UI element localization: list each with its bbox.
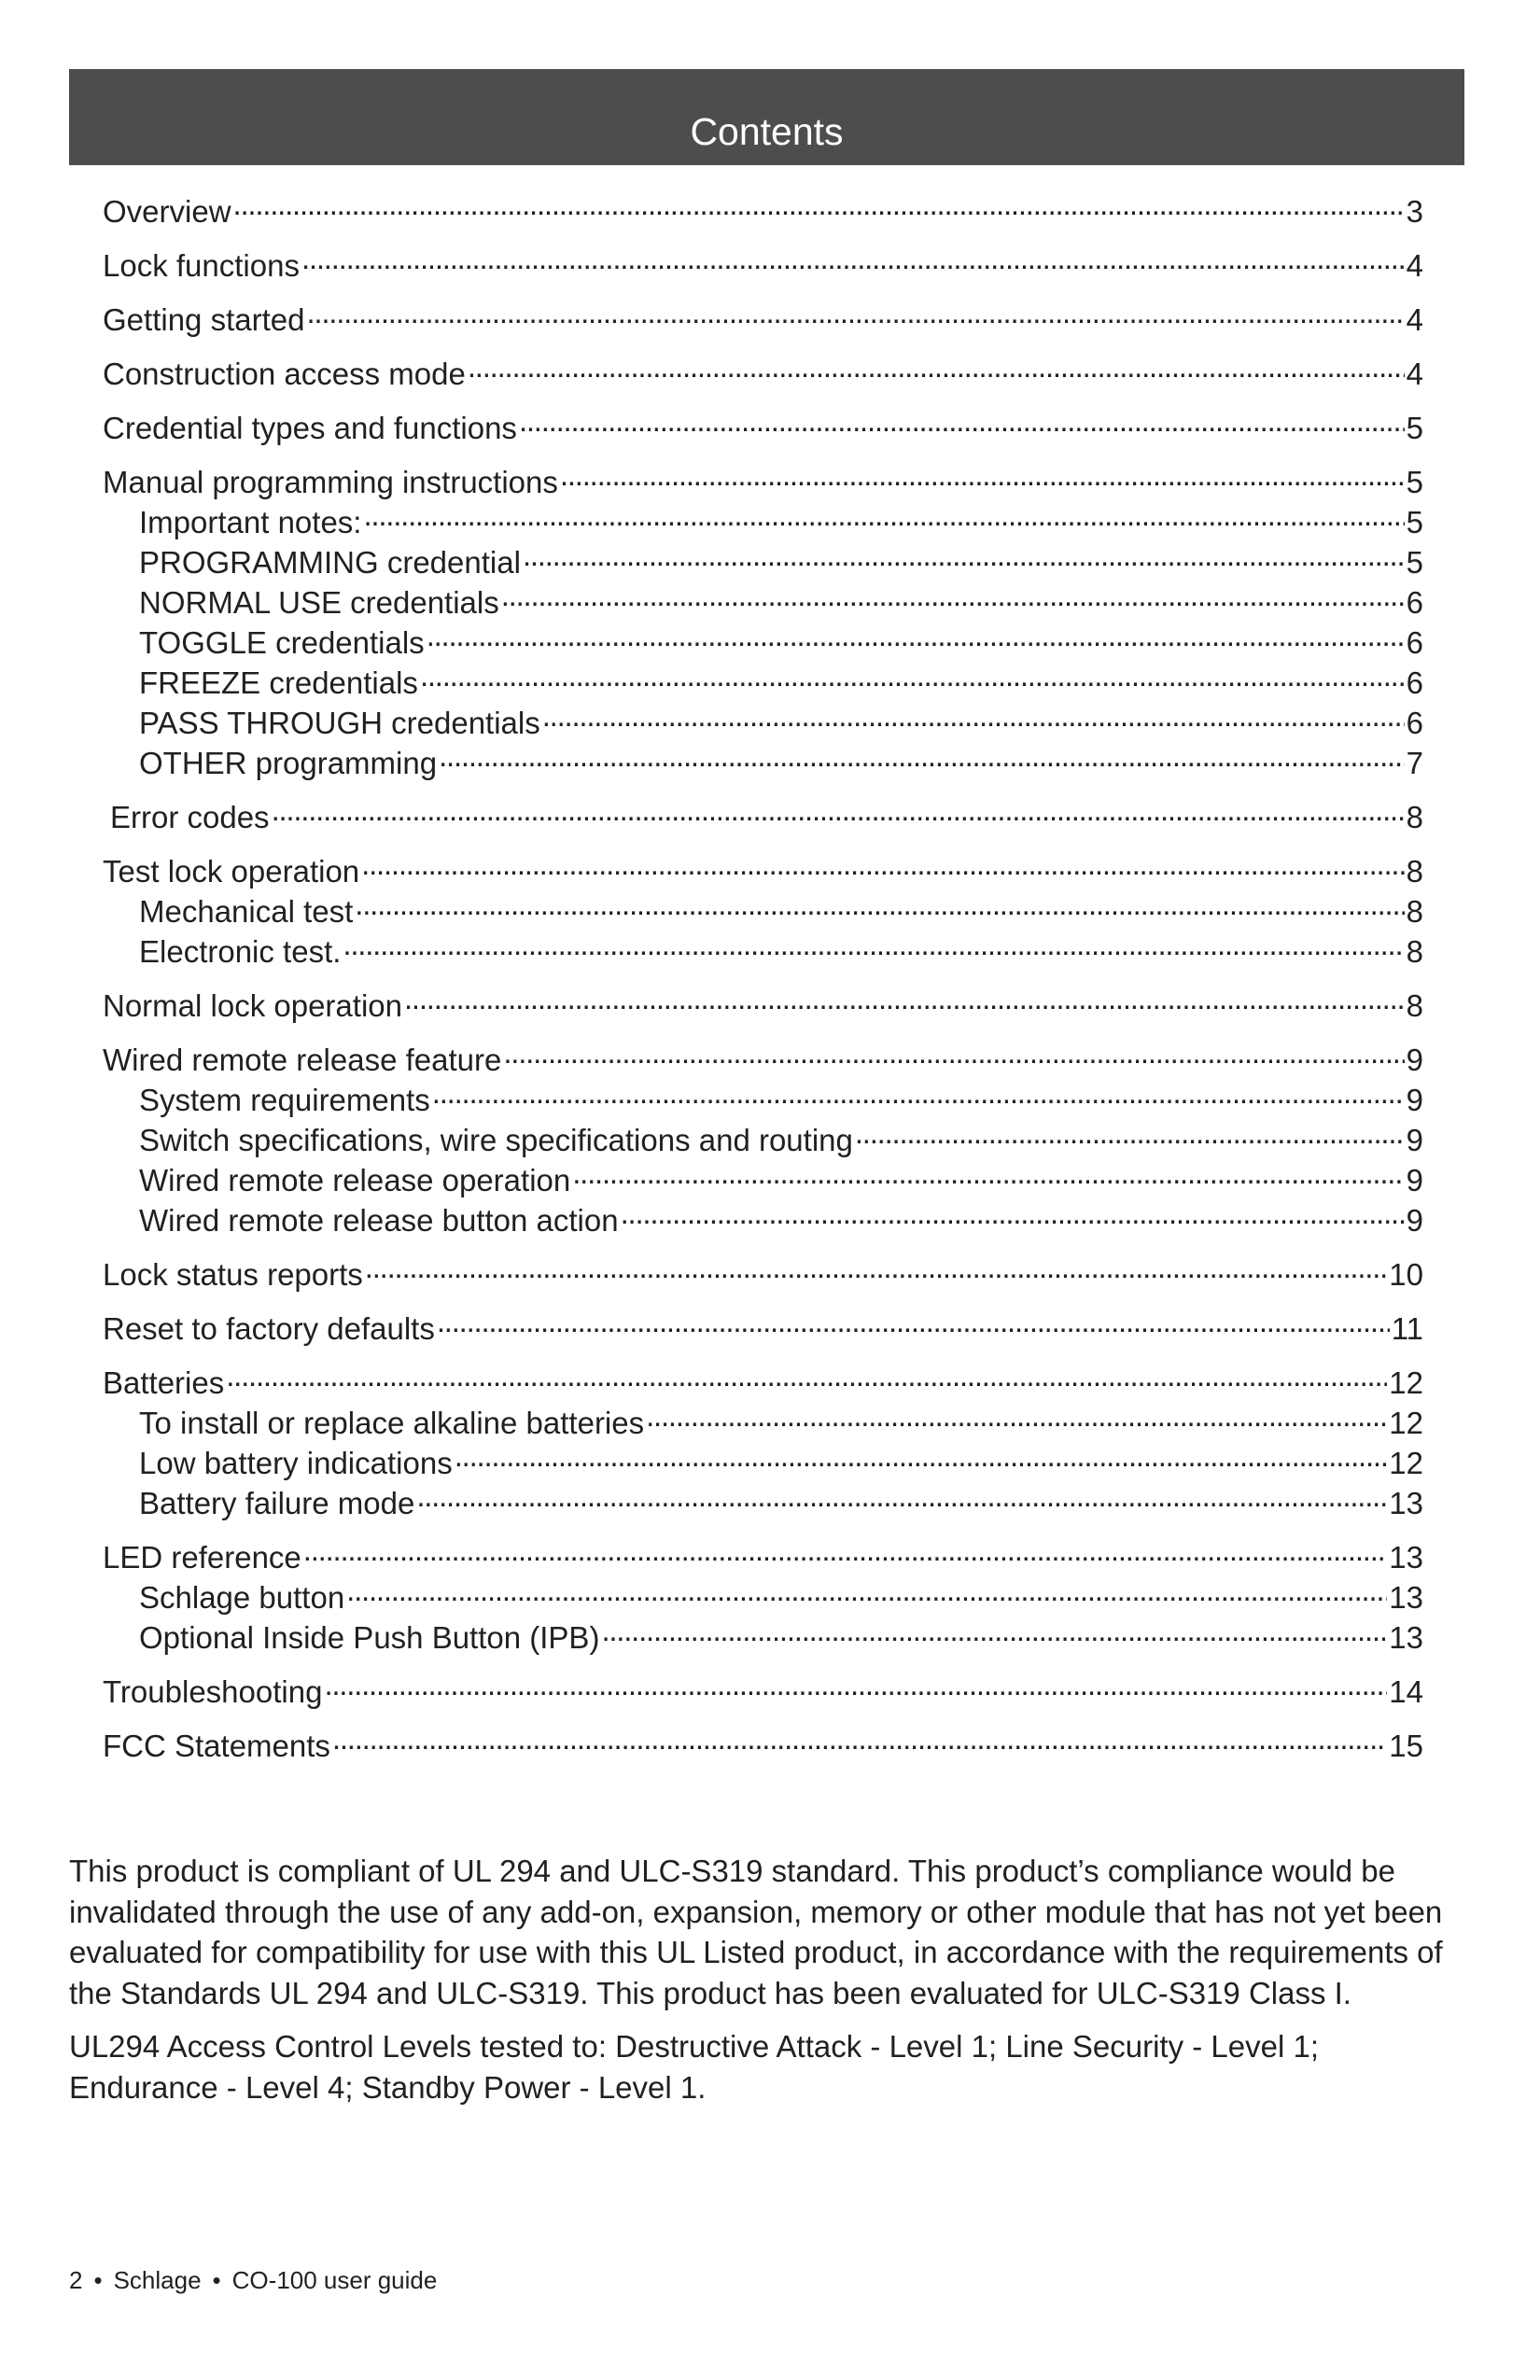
toc-entry-page: 4	[1406, 248, 1423, 283]
table-of-contents	[103, 187, 1423, 1761]
toc-entry[interactable]	[103, 497, 1423, 538]
toc-entry-page: 7	[1406, 746, 1423, 780]
footer-separator: •	[212, 2266, 221, 2294]
toc-entry-label: Battery failure mode	[139, 1486, 415, 1520]
toc-entry[interactable]	[103, 538, 1423, 578]
toc-entry[interactable]	[103, 349, 1423, 389]
toc-entry-page: 6	[1406, 585, 1423, 620]
compliance-paragraph-1: This product is compliant of UL 294 and ULC-S319 standard. This product’s compliance would be invalidated through the use of any add-on, expansion, memory or other module that has not yet been evaluated for compatibility for use with this UL Listed product, in accordance with the requirements of the Standards UL 294 and ULC-S319. This product has been evaluated for ULC-S319 Class I.	[69, 1854, 1443, 2010]
toc-entry-page: 3	[1406, 194, 1423, 229]
toc-entry[interactable]	[103, 1196, 1423, 1236]
toc-entry[interactable]	[103, 1155, 1423, 1196]
toc-entry-page: 8	[1406, 934, 1423, 969]
toc-dot-leader	[363, 497, 1404, 533]
toc-entry-label: Lock functions	[103, 248, 300, 283]
toc-entry-label: Error codes	[110, 800, 270, 834]
toc-entry-label: NORMAL USE credentials	[139, 585, 499, 620]
toc-entry-label: Low battery indications	[139, 1446, 453, 1480]
toc-entry-label: Optional Inside Push Button (IPB)	[139, 1620, 600, 1655]
toc-entry-page: 4	[1406, 302, 1423, 337]
toc-entry[interactable]	[103, 1478, 1423, 1519]
toc-entry-page: 10	[1389, 1257, 1423, 1292]
toc-dot-leader	[427, 618, 1405, 653]
toc-entry-label: Important notes:	[139, 505, 362, 539]
toc-entry-label: Manual programming instructions	[103, 465, 558, 499]
toc-dot-leader	[855, 1115, 1405, 1151]
toc-entry-page: 9	[1406, 1163, 1423, 1197]
toc-entry-page: 13	[1389, 1486, 1423, 1520]
toc-entry[interactable]	[103, 1398, 1423, 1438]
toc-dot-leader	[306, 295, 1404, 330]
toc-dot-leader	[455, 1438, 1388, 1474]
toc-entry-label: Getting started	[103, 302, 305, 337]
toc-entry-page: 9	[1406, 1043, 1423, 1077]
contents-title: Contents	[690, 110, 844, 153]
toc-entry-page: 6	[1406, 706, 1423, 740]
toc-entry-label: Normal lock operation	[103, 988, 402, 1023]
toc-entry-label: Schlage button	[139, 1580, 345, 1615]
toc-entry-page: 14	[1389, 1674, 1423, 1709]
toc-entry-page: 4	[1406, 357, 1423, 391]
footer-document-title: CO-100 user guide	[231, 2266, 438, 2294]
toc-entry[interactable]	[103, 1075, 1423, 1115]
toc-entry-label: OTHER programming	[139, 746, 438, 780]
toc-entry-page: 5	[1406, 465, 1423, 499]
footer-separator: •	[93, 2266, 103, 2294]
toc-entry-page: 9	[1406, 1203, 1423, 1238]
toc-entry-label: PROGRAMMING credential	[139, 545, 521, 580]
toc-entry[interactable]	[103, 1438, 1423, 1478]
toc-entry[interactable]	[103, 1358, 1423, 1398]
compliance-paragraph-2: UL294 Access Control Levels tested to: Destructive Attack - Level 1; Line Security - Level 1; Endurance - Level 4; Standby Power - Level 1.	[69, 2029, 1319, 2105]
toc-entry-label: Electronic test.	[139, 934, 342, 969]
toc-entry-label: Troubleshooting	[103, 1674, 323, 1709]
toc-dot-leader	[519, 403, 1405, 439]
toc-dot-leader	[355, 887, 1404, 922]
toc-entry-label: PASS THROUGH credentials	[139, 706, 540, 740]
toc-entry-page: 12	[1389, 1365, 1423, 1400]
toc-entry-label: Credential types and functions	[103, 411, 517, 445]
toc-entry-page: 11	[1391, 1311, 1423, 1346]
toc-entry[interactable]	[103, 1035, 1423, 1075]
page-footer	[69, 2266, 437, 2294]
toc-entry-page: 15	[1389, 1729, 1423, 1763]
toc-entry-page: 5	[1406, 545, 1423, 580]
toc-entry-label: Wired remote release feature	[103, 1043, 502, 1077]
toc-entry[interactable]	[103, 578, 1423, 618]
toc-dot-leader	[468, 349, 1405, 385]
contents-header	[69, 69, 1464, 165]
toc-dot-leader	[332, 1721, 1387, 1757]
toc-dot-leader	[343, 927, 1404, 962]
toc-dot-leader	[503, 1035, 1404, 1071]
toc-entry[interactable]	[103, 847, 1423, 887]
toc-dot-leader	[404, 981, 1405, 1016]
footer-brand: Schlage	[113, 2266, 202, 2294]
toc-entry-page: 13	[1389, 1540, 1423, 1575]
toc-dot-leader	[646, 1398, 1387, 1434]
toc-dot-leader	[324, 1667, 1387, 1702]
toc-dot-leader	[365, 1250, 1387, 1285]
toc-entry-label: System requirements	[139, 1083, 430, 1117]
toc-entry-page: 5	[1406, 411, 1423, 445]
toc-entry[interactable]	[103, 927, 1423, 967]
toc-dot-leader	[439, 738, 1405, 774]
toc-entry-page: 6	[1406, 625, 1423, 660]
toc-entry[interactable]	[103, 738, 1423, 778]
toc-entry[interactable]	[103, 187, 1423, 227]
toc-dot-leader	[601, 1613, 1387, 1648]
toc-entry-page: 8	[1406, 800, 1423, 834]
toc-entry-page: 13	[1389, 1620, 1423, 1655]
toc-dot-leader	[420, 658, 1405, 693]
toc-entry-label: Batteries	[103, 1365, 225, 1400]
toc-dot-leader	[272, 792, 1405, 828]
toc-entry-label: Lock status reports	[103, 1257, 363, 1292]
toc-entry[interactable]	[103, 887, 1423, 927]
toc-dot-leader	[361, 847, 1404, 882]
toc-entry-page: 5	[1406, 505, 1423, 539]
toc-entry-label: Construction access mode	[103, 357, 466, 391]
toc-entry[interactable]	[103, 1115, 1423, 1155]
toc-dot-leader	[572, 1155, 1404, 1191]
toc-entry[interactable]	[103, 981, 1423, 1021]
toc-dot-leader	[432, 1075, 1405, 1111]
toc-entry-page: 9	[1406, 1123, 1423, 1157]
toc-entry-label: Reset to factory defaults	[103, 1311, 435, 1346]
toc-dot-leader	[346, 1573, 1387, 1608]
toc-dot-leader	[226, 1358, 1387, 1393]
toc-entry[interactable]	[103, 241, 1423, 281]
toc-entry[interactable]	[103, 1613, 1423, 1653]
toc-dot-leader	[416, 1478, 1387, 1514]
toc-entry[interactable]	[103, 698, 1423, 738]
toc-entry-label: Wired remote release button action	[139, 1203, 619, 1238]
toc-entry[interactable]	[103, 1533, 1423, 1573]
toc-dot-leader	[560, 457, 1405, 493]
toc-entry[interactable]	[103, 1667, 1423, 1707]
toc-entry[interactable]	[103, 618, 1423, 658]
toc-entry-label: To install or replace alkaline batteries	[139, 1406, 645, 1440]
toc-dot-leader	[233, 187, 1405, 222]
toc-entry-page: 6	[1406, 665, 1423, 700]
compliance-statement	[69, 1851, 1469, 2121]
toc-entry-page: 13	[1389, 1580, 1423, 1615]
toc-dot-leader	[501, 578, 1405, 613]
toc-entry-label: Overview	[103, 194, 231, 229]
toc-entry[interactable]	[103, 403, 1423, 443]
toc-entry-label: TOGGLE credentials	[139, 625, 425, 660]
toc-entry-page: 8	[1406, 988, 1423, 1023]
toc-entry-label: Wired remote release operation	[139, 1163, 571, 1197]
toc-dot-leader	[303, 1533, 1388, 1568]
toc-entry[interactable]	[103, 1721, 1423, 1761]
toc-entry-page: 12	[1389, 1446, 1423, 1480]
toc-entry[interactable]	[103, 658, 1423, 698]
toc-dot-leader	[542, 698, 1405, 734]
toc-entry-label: Test lock operation	[103, 854, 360, 889]
toc-dot-leader	[523, 538, 1405, 573]
toc-entry[interactable]	[103, 457, 1423, 497]
toc-entry-page: 9	[1406, 1083, 1423, 1117]
footer-page-number: 2	[69, 2266, 83, 2294]
toc-entry[interactable]	[103, 1304, 1423, 1344]
toc-entry-page: 8	[1406, 854, 1423, 889]
toc-entry-label: Switch specifications, wire specifications and routing	[139, 1123, 853, 1157]
toc-entry-label: FREEZE credentials	[139, 665, 418, 700]
toc-entry-label: FCC Statements	[103, 1729, 330, 1763]
toc-entry-page: 8	[1406, 894, 1423, 929]
toc-entry[interactable]	[103, 1573, 1423, 1613]
toc-entry[interactable]	[103, 1250, 1423, 1290]
toc-entry-label: Mechanical test	[139, 894, 354, 929]
toc-entry[interactable]	[103, 792, 1423, 833]
toc-dot-leader	[621, 1196, 1405, 1231]
toc-dot-leader	[301, 241, 1405, 276]
toc-entry[interactable]	[103, 295, 1423, 335]
toc-entry-page: 12	[1389, 1406, 1423, 1440]
toc-dot-leader	[437, 1304, 1390, 1339]
toc-entry-label: LED reference	[103, 1540, 301, 1575]
